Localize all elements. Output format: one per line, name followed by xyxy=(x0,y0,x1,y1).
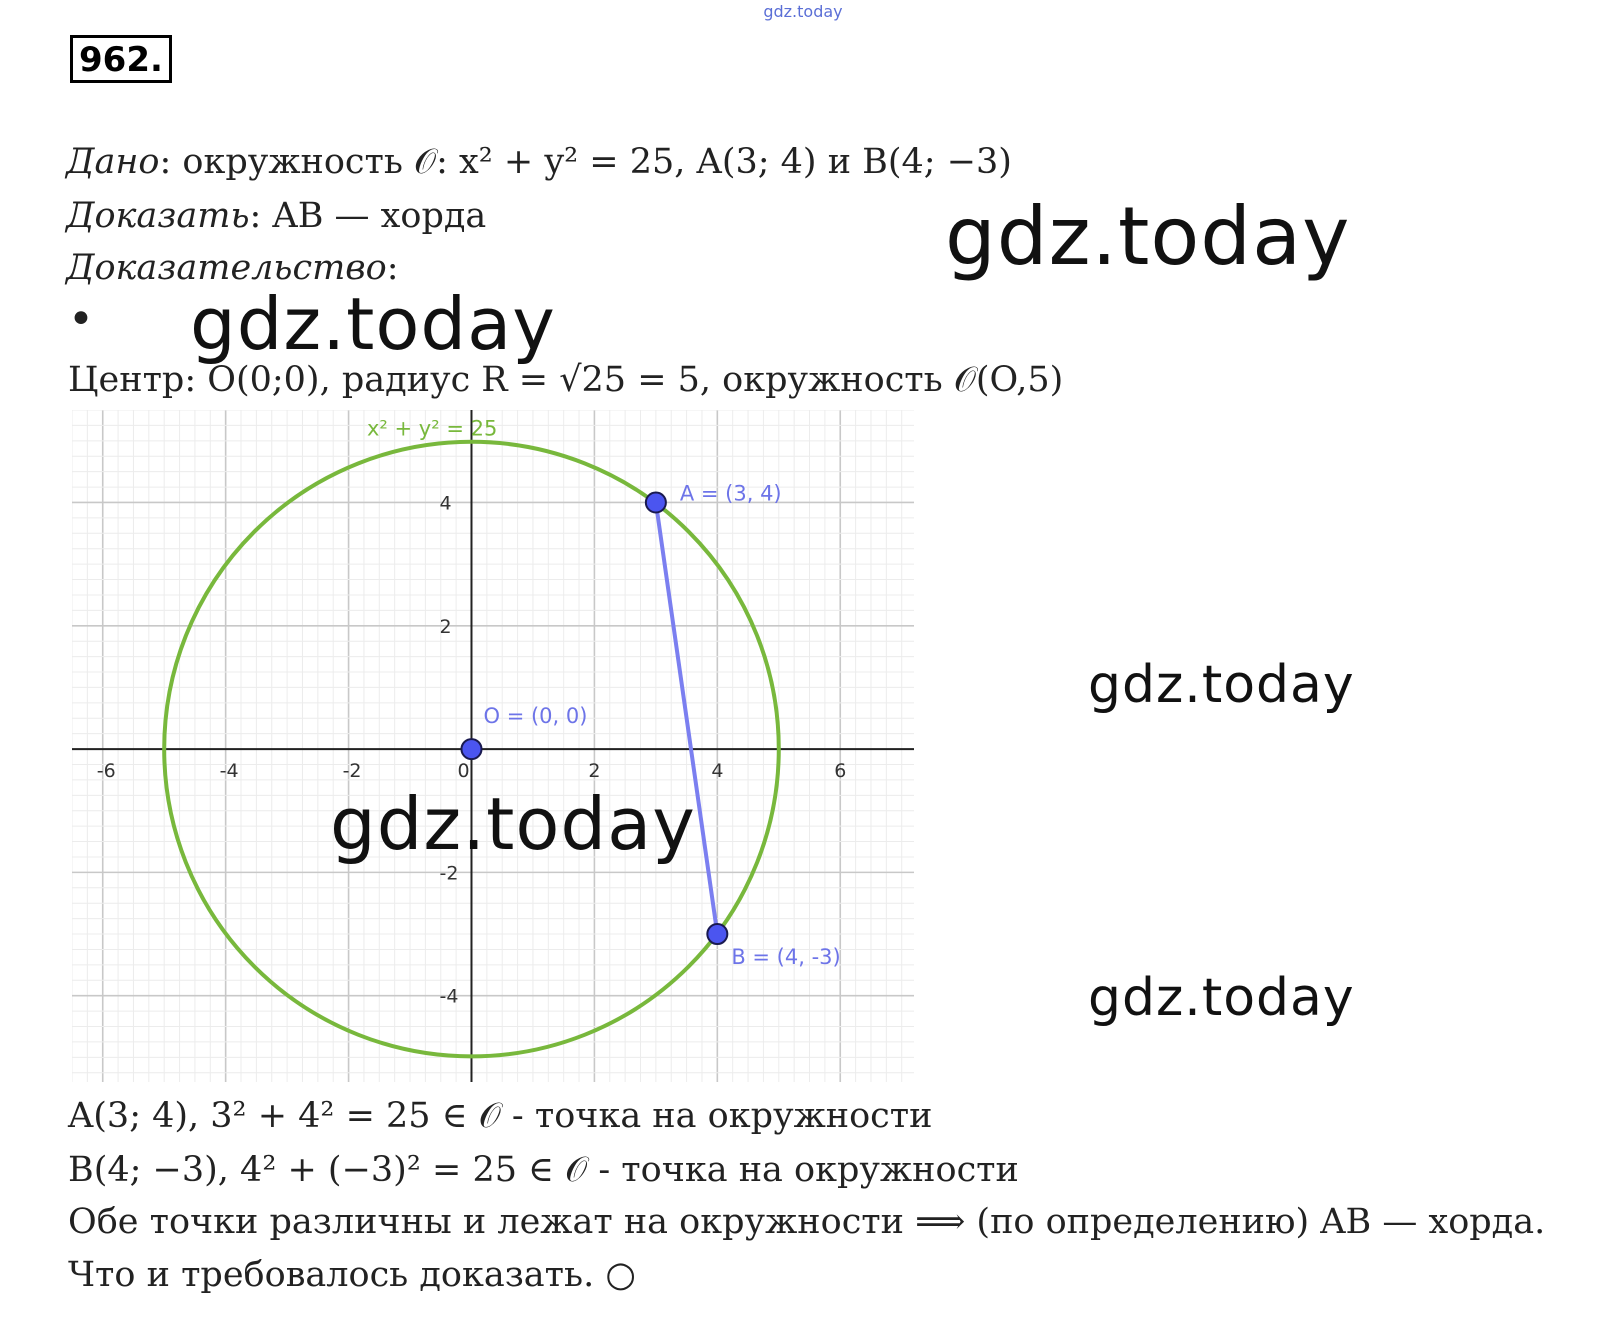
prove-label: Доказать xyxy=(66,196,250,236)
point-a xyxy=(646,492,666,512)
grid xyxy=(72,410,914,1082)
qed-line: Что и требовалось доказать. ○ xyxy=(68,1255,636,1295)
x-tick-label: 6 xyxy=(834,760,847,783)
x-tick-label: -2 xyxy=(342,760,362,783)
watermark-graph: gdz.today xyxy=(330,782,696,866)
x-tick-label: 2 xyxy=(588,760,601,783)
point-o xyxy=(461,739,481,759)
axes xyxy=(72,410,914,1082)
x-tick-label: -4 xyxy=(219,760,239,783)
prove-text: : AB — хорда xyxy=(249,196,487,236)
watermark-right-middle: gdz.today xyxy=(1088,655,1355,715)
calc-line-a: A(3; 4), 3² + 4² = 25 ∈ 𝒪 - точка на окружности xyxy=(68,1096,933,1136)
prove-line xyxy=(66,194,486,238)
proof-text: : xyxy=(386,248,399,288)
watermark-top-right: gdz.today xyxy=(945,190,1351,283)
x-tick-label: 0 xyxy=(457,760,470,783)
point-label-a: A = (3, 4) xyxy=(679,481,782,506)
conclusion-line: Обе точки различны и лежат на окружности ⟹ (по определению) AB — хорда. xyxy=(68,1202,1546,1242)
watermark-upper-left: gdz.today xyxy=(190,282,556,366)
proof-label: Доказательство xyxy=(66,248,387,288)
point-label-b: B = (4, -3) xyxy=(731,945,841,970)
coordinate-graph xyxy=(72,410,914,1082)
y-tick-label: 4 xyxy=(439,492,452,515)
top-watermark: gdz.today xyxy=(763,2,843,21)
circle-equation-label: x² + y² = 25 xyxy=(367,416,498,441)
given-text: : окружность 𝒪: x² + y² = 25, A(3; 4) и B(4; −3) xyxy=(159,142,1012,182)
y-tick-label: 2 xyxy=(439,615,452,638)
x-tick-label: 4 xyxy=(711,760,724,783)
x-tick-label: -6 xyxy=(96,760,116,783)
problem-number: 962. xyxy=(70,35,172,83)
y-tick-label: -2 xyxy=(439,862,459,885)
point-label-o: O = (0, 0) xyxy=(483,704,588,729)
points xyxy=(461,481,840,969)
center-line: Центр: O(0;0), радиус R = √25 = 5, окружность 𝒪(O,5) xyxy=(68,360,1064,400)
watermark-right-bottom: gdz.today xyxy=(1088,968,1355,1028)
given-label: Дано xyxy=(66,142,160,182)
bullet-mark: • xyxy=(68,294,94,345)
given-line xyxy=(66,140,1012,184)
point-b xyxy=(707,924,727,944)
calc-line-b: B(4; −3), 4² + (−3)² = 25 ∈ 𝒪 - точка на окружности xyxy=(68,1150,1019,1190)
y-tick-label: -4 xyxy=(439,985,459,1008)
